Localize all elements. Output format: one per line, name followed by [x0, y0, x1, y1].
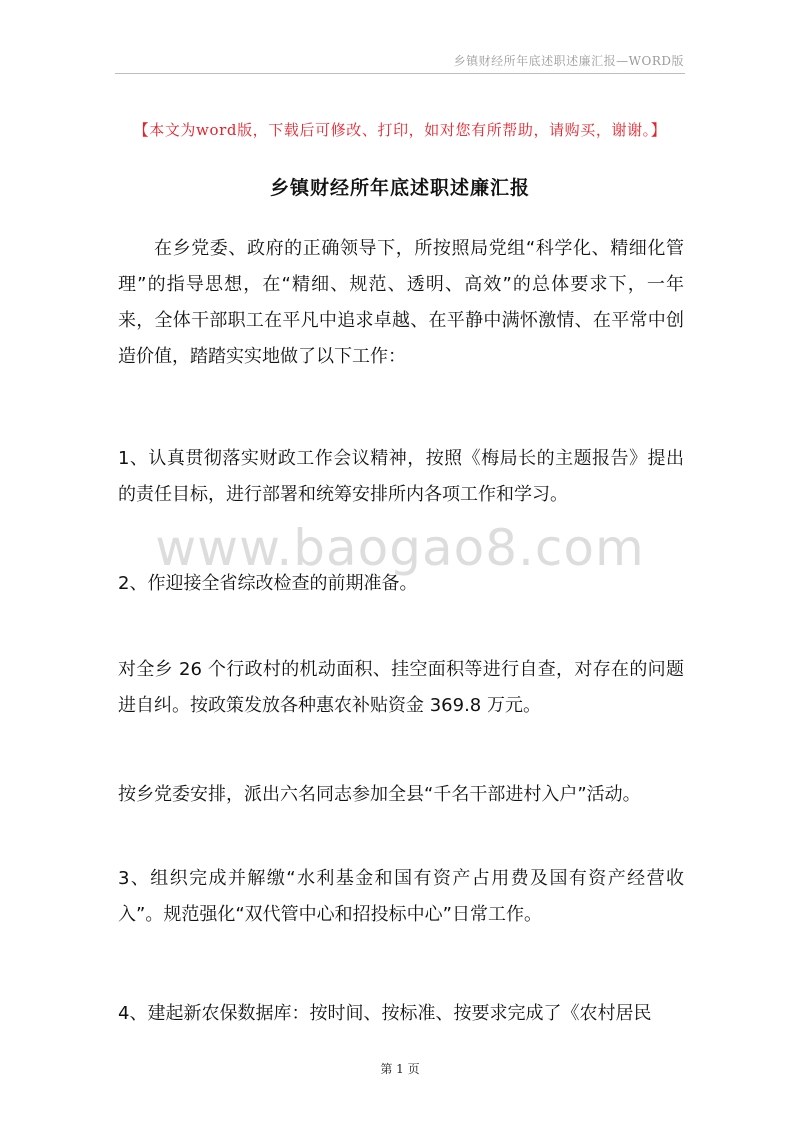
paragraph-self-check: 对全乡 26 个行政村的机动面积、挂空面积等进行自查，对存在的问题进自纠。按政策发放各种惠农补贴资金 369.8 万元。 — [118, 659, 684, 716]
document-title: 乡镇财经所年底述职述廉汇报 — [269, 177, 530, 199]
paragraph-item-4: 4、建起新农保数据库：按时间、按标准、按要求完成了《农村居民 — [118, 1003, 652, 1024]
paragraph-item-1: 1、认真贯彻落实财政工作会议精神，按照《梅局长的主题报告》提出的责任目标，进行部署和统筹安排所内各项工作和学习。 — [118, 448, 684, 505]
header-divider — [115, 73, 685, 74]
paragraph-intro: 在乡党委、政府的正确领导下，所按照局党组“科学化、精细化管理”的指导思想，在“精细、规范、透明、高效”的总体要求下，一年来，全体干部职工在平凡中追求卓越、在平静中满怀激情、在平常中创造价值，踏踏实实地做了以下工作： — [118, 238, 684, 367]
paragraph-dispatch: 按乡党委安排，派出六名同志参加全县“千名干部进村入户”活动。 — [118, 784, 641, 805]
paragraph-item-2: 2、作迎接全省综改检查的前期准备。 — [118, 573, 418, 594]
paragraph-item-3: 3、组织完成并解缴“水利基金和国有资产占用费及国有资产经营收入”。规范强化“双代管中心和招投标中心”日常工作。 — [118, 868, 684, 925]
download-notice: 【本文为word版，下载后可修改、打印，如对您有所帮助，请购买，谢谢。】 — [133, 121, 667, 139]
watermark: www.baogao8.com — [155, 519, 645, 577]
running-header: 乡镇财经所年底述职述廉汇报—WORD版 — [453, 54, 684, 68]
page-number: 第 1 页 — [380, 1062, 420, 1076]
